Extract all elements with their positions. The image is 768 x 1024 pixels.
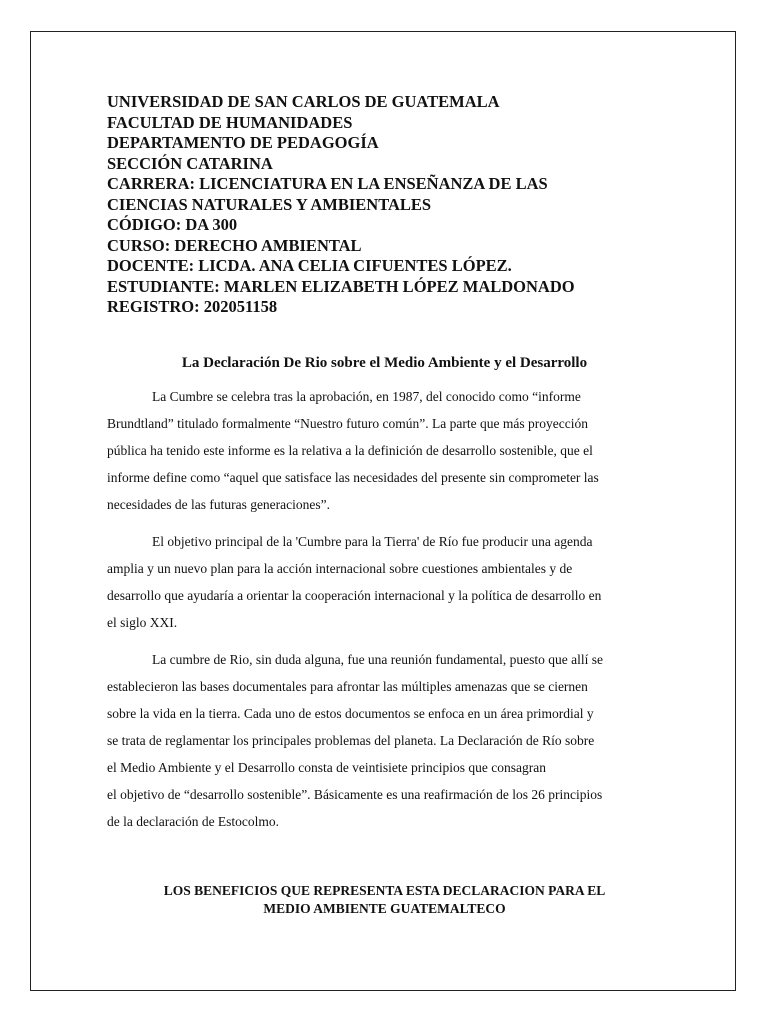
section-title: [107, 882, 662, 918]
header-career-line-1: CARRERA: LICENCIATURA EN LA ENSEÑANZA DE LAS: [107, 174, 548, 193]
paragraph-line: La Cumbre se celebra tras la aprobación, en 1987, del conocido como “informe: [152, 389, 581, 404]
paragraph-line: informe define como “aquel que satisface las necesidades del presente sin comprometer las: [107, 470, 599, 485]
header-section: SECCIÓN CATARINA: [107, 153, 273, 173]
header-registration: REGISTRO: 202051158: [107, 297, 278, 316]
document-header: [107, 92, 667, 318]
section-title-line-1: LOS BENEFICIOS QUE REPRESENTA ESTA DECLARACION PARA EL: [163, 883, 606, 898]
paragraph-line: necesidades de las futuras generaciones”.: [107, 497, 331, 512]
paragraph-line: El objetivo principal de la 'Cumbre para la Tierra' de Río fue producir una agenda: [152, 534, 593, 549]
paragraph-line: se trata de reglamentar los principales problemas del planeta. La Declaración de Río sobre: [107, 733, 595, 748]
header-student: ESTUDIANTE: MARLEN ELIZABETH LÓPEZ MALDONADO: [107, 276, 575, 296]
paragraph-3: [107, 646, 662, 835]
paragraph-line: amplia y un nuevo plan para la acción internacional sobre cuestiones ambientales y de: [107, 561, 573, 576]
header-university: UNIVERSIDAD DE SAN CARLOS DE GUATEMALA: [107, 92, 500, 111]
header-faculty: FACULTAD DE HUMANIDADES: [107, 112, 353, 132]
paragraph-line: Brundtland” titulado formalmente “Nuestro futuro común”. La parte que más proyección: [107, 416, 588, 431]
header-course: CURSO: DERECHO AMBIENTAL: [107, 235, 362, 255]
paragraph-line: el objetivo de “desarrollo sostenible”. Básicamente es una reafirmación de los 26 principios: [107, 787, 603, 802]
paragraph-line: de la declaración de Estocolmo.: [107, 814, 280, 829]
paragraph-line: sobre la vida en la tierra. Cada uno de estos documentos se enfoca en un área primordial y: [107, 706, 594, 721]
section-title-line-2: MEDIO AMBIENTE GUATEMALTECO: [263, 901, 506, 916]
paragraph-line: pública ha tenido este informe es la relativa a la definición de desarrollo sostenible, que el: [107, 443, 593, 458]
paragraph-line: desarrollo que ayudaría a orientar la cooperación internacional y la política de desarrollo en: [107, 588, 602, 603]
header-teacher: DOCENTE: LICDA. ANA CELIA CIFUENTES LÓPEZ.: [107, 256, 512, 275]
paragraph-line: el siglo XXI.: [107, 615, 178, 630]
paragraph-line: La cumbre de Rio, sin duda alguna, fue una reunión fundamental, puesto que allí se: [152, 652, 603, 667]
document-title: La Declaración De Rio sobre el Medio Ambiente y el Desarrollo: [181, 355, 588, 371]
header-career-line-2: CIENCIAS NATURALES Y AMBIENTALES: [107, 194, 432, 214]
header-code: CÓDIGO: DA 300: [107, 215, 238, 234]
paragraph-1: [107, 383, 662, 518]
paragraph-2: [107, 528, 662, 636]
header-department: DEPARTAMENTO DE PEDAGOGÍA: [107, 133, 379, 152]
paragraph-line: establecieron las bases documentales para afrontar las múltiples amenazas que se ciernen: [107, 679, 588, 694]
paragraph-line: el Medio Ambiente y el Desarrollo consta de veintisiete principios que consagran: [107, 760, 547, 775]
